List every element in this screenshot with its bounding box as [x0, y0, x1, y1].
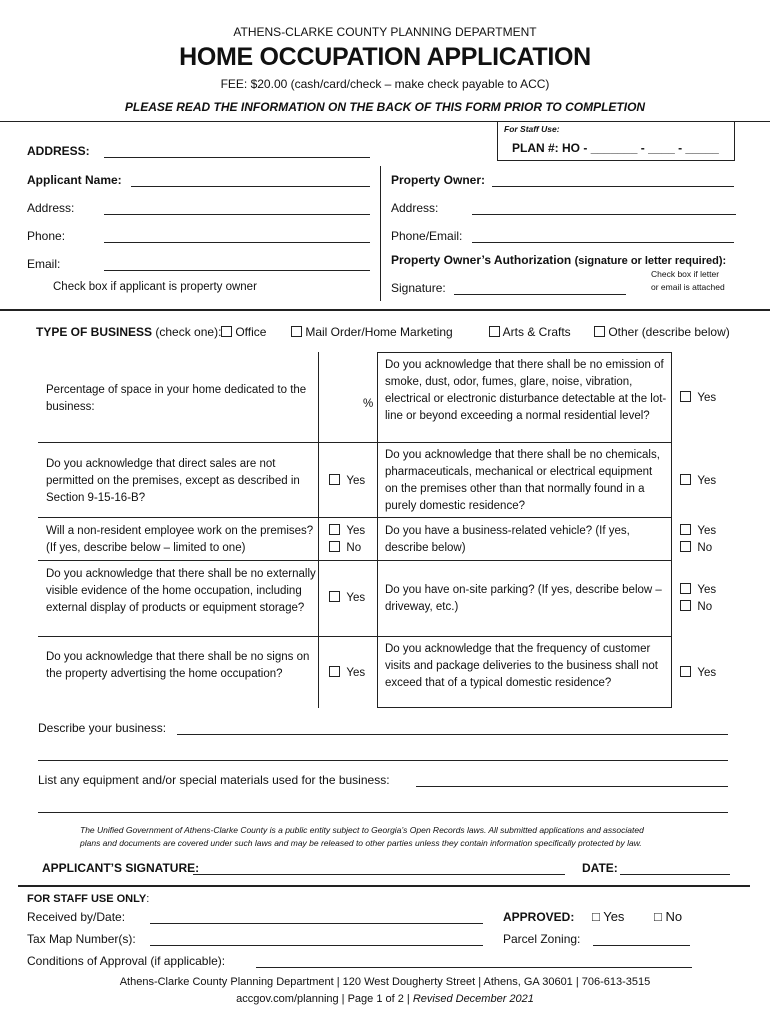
applicant-name-field[interactable] — [131, 174, 370, 187]
tax-map-field[interactable] — [150, 933, 483, 946]
vehicle-yes[interactable] — [680, 523, 716, 539]
footer-revised: Revised December 2021 — [412, 993, 534, 1005]
checkbox-icon[interactable] — [329, 666, 340, 677]
vehicle-no[interactable] — [680, 540, 712, 556]
authorization-note: (signature or letter required): — [574, 255, 727, 267]
form-title: HOME OCCUPATION APPLICATION — [179, 43, 591, 71]
question-chemicals: Do you acknowledge that there shall be no chemicals, pharmaceuticals, mechanical or electrical equipment on the premises other than that normally found in a purely domestic residence? — [385, 449, 660, 512]
owner-address-field[interactable] — [472, 202, 736, 215]
option-label: Arts & Crafts — [502, 325, 571, 339]
emission-yes[interactable] — [680, 390, 716, 406]
signs-yes[interactable] — [329, 665, 365, 681]
percent-answer[interactable]: % — [363, 398, 374, 410]
direct-sales-yes[interactable] — [329, 473, 365, 489]
owner-signature-field[interactable] — [454, 282, 626, 295]
owner-address-label: Address: — [391, 201, 439, 215]
approved-no[interactable]: □ No — [654, 909, 683, 924]
owner-check-label: Check box if applicant is property owner — [53, 281, 257, 293]
checkbox-icon[interactable] — [489, 326, 500, 337]
applicant-signature-label: APPLICANT’S SIGNATURE: — [42, 861, 200, 875]
checkbox-icon[interactable] — [329, 524, 340, 535]
checkbox-icon[interactable] — [680, 474, 691, 485]
parcel-zoning-label: Parcel Zoning: — [503, 932, 581, 946]
applicant-signature-field[interactable] — [193, 862, 565, 875]
option-label: No — [346, 542, 362, 554]
question-visits: Do you acknowledge that the frequency of customer visits and package deliveries to the business shall not exceed that of a typical domestic residence? — [385, 643, 658, 689]
option-label: No — [697, 542, 713, 554]
checkbox-icon[interactable] — [680, 391, 691, 402]
option-label: Yes — [346, 667, 366, 679]
applicant-address-label: Address: — [27, 201, 75, 215]
applicant-address-field[interactable] — [104, 202, 370, 215]
fields-divider — [380, 166, 381, 301]
date-field[interactable] — [620, 862, 730, 875]
business-type-title: TYPE OF BUSINESS — [36, 325, 153, 339]
checkbox-icon[interactable] — [221, 326, 232, 337]
question-vehicle: Do you have a business-related vehicle? (If yes, describe below) — [385, 525, 630, 554]
received-label: Received by/Date: — [27, 910, 126, 924]
question-external-evidence: Do you acknowledge that there shall be no externally visible evidence of the home occupation, including external display of products or equipment storage? — [46, 568, 316, 614]
conditions-label: Conditions of Approval (if applicable): — [27, 954, 226, 968]
checkbox-icon[interactable] — [680, 600, 691, 611]
parcel-zoning-field[interactable] — [593, 933, 690, 946]
employee-yes[interactable] — [329, 523, 365, 539]
owner-authorization-label — [391, 253, 726, 267]
fee-text: FEE: $20.00 (cash/card/check – make check payable to ACC) — [220, 77, 550, 91]
read-notice: PLEASE READ THE INFORMATION ON THE BACK OF THIS FORM PRIOR TO COMPLETION — [124, 100, 646, 114]
question-signs: Do you acknowledge that there shall be no signs on the property advertising the home occupation? — [46, 651, 310, 680]
equipment-field-2[interactable] — [38, 800, 728, 813]
parking-no[interactable] — [680, 599, 712, 615]
plan-blanks: _______ - ____ - _____ — [590, 141, 719, 155]
business-type-label — [36, 325, 221, 339]
option-label: Yes — [697, 525, 717, 537]
staff-use-box — [497, 121, 735, 161]
checkbox-icon[interactable] — [329, 541, 340, 552]
business-type-hint: (check one): — [155, 325, 222, 339]
owner-phone-email-label: Phone/Email: — [391, 229, 463, 243]
equipment-label: List any equipment and/or special materials used for the business: — [38, 773, 390, 787]
conditions-field[interactable] — [256, 955, 692, 968]
question-direct-sales: Do you acknowledge that direct sales are not permitted on the premises, except as described in Section 9-15-16-B? — [46, 458, 300, 504]
describe-business-label: Describe your business: — [38, 721, 167, 735]
disclaimer-line-1: The Unified Government of Athens-Clarke County is a public entity subject to Georgia’s Open Records laws. All submitted applications and associated — [80, 825, 644, 835]
describe-business-field[interactable] — [177, 722, 728, 735]
date-label: DATE: — [582, 861, 618, 875]
authorization-title: Property Owner’s Authorization — [391, 253, 572, 267]
option-label: Yes — [697, 475, 717, 487]
question-emission: Do you acknowledge that there shall be no emission of smoke, dust, odor, fumes, glare, noise, vibration, electrical or electronic disturbance detectable at the lot-line or beyond exceeding a normal residential level? — [385, 359, 667, 422]
approved-yes[interactable]: □ Yes — [592, 909, 625, 924]
received-field[interactable] — [150, 911, 483, 924]
site-address-label: ADDRESS: — [27, 144, 90, 158]
applicant-phone-field[interactable] — [104, 230, 370, 243]
checkbox-icon[interactable] — [329, 474, 340, 485]
checkbox-icon[interactable] — [291, 326, 302, 337]
letter-check-text-1: Check box if letter — [651, 269, 720, 279]
plan-prefix: PLAN #: HO - — [512, 141, 588, 155]
applicant-email-label: Email: — [27, 257, 61, 271]
footer-address: Athens-Clarke County Planning Department | 120 West Dougherty Street | Athens, GA 30601 | 706-613-3515 — [119, 976, 651, 988]
approved-label: APPROVED: — [503, 910, 575, 924]
option-label: Other (describe below) — [608, 325, 730, 339]
disclaimer-line-2: plans and documents are covered under such laws and may be released to other parties unless they contain information specifically protected by law. — [80, 838, 642, 848]
question-space-percentage: Percentage of space in your home dedicated to the business: — [46, 384, 307, 413]
department-name: ATHENS-CLARKE COUNTY PLANNING DEPARTMENT — [233, 25, 537, 39]
question-parking: Do you have on-site parking? (If yes, describe below – driveway, etc.) — [385, 584, 662, 613]
plan-number — [512, 141, 719, 155]
option-label: No — [697, 601, 713, 613]
applicant-name-label: Applicant Name: — [27, 173, 122, 187]
equipment-field[interactable] — [416, 774, 728, 787]
option-label: Yes — [697, 584, 717, 596]
option-label: Yes — [697, 667, 717, 679]
staff-divider — [18, 885, 750, 887]
applicant-phone-label: Phone: — [27, 229, 66, 243]
question-employee: Will a non-resident employee work on the premises? (If yes, describe below – limited to one) — [46, 525, 314, 554]
signature-label: Signature: — [391, 281, 446, 295]
property-owner-label: Property Owner: — [391, 173, 486, 187]
business-type-arts-crafts[interactable] — [489, 325, 571, 339]
applicant-email-field[interactable] — [104, 258, 370, 271]
owner-phone-email-field[interactable] — [472, 230, 734, 243]
staff-title-colon: : — [146, 893, 150, 905]
option-label: Yes — [346, 475, 366, 487]
staff-only-title — [27, 893, 149, 905]
checkbox-icon[interactable] — [594, 326, 605, 337]
checkbox-icon[interactable] — [680, 541, 691, 552]
option-label: Office — [235, 325, 267, 339]
section-divider — [0, 309, 770, 311]
visits-yes[interactable] — [680, 665, 716, 681]
footer-page-info — [0, 993, 770, 1005]
chemicals-yes[interactable] — [680, 473, 716, 489]
letter-check-text-2: or email is attached — [651, 282, 725, 292]
employee-no[interactable] — [329, 540, 361, 556]
external-evidence-yes[interactable] — [329, 590, 365, 606]
checkbox-icon[interactable] — [680, 583, 691, 594]
tax-map-label: Tax Map Number(s): — [27, 932, 136, 946]
business-type-office[interactable] — [221, 325, 266, 339]
option-label: Yes — [346, 592, 366, 604]
checkbox-icon[interactable] — [680, 524, 691, 535]
checkbox-icon[interactable] — [329, 591, 340, 602]
option-label: Yes — [697, 392, 717, 404]
property-owner-field[interactable] — [492, 174, 734, 187]
checkbox-icon[interactable] — [680, 666, 691, 677]
business-type-other[interactable] — [594, 325, 730, 339]
staff-use-label: For Staff Use: — [504, 124, 560, 134]
staff-title-text: FOR STAFF USE ONLY — [27, 893, 147, 905]
option-label: Yes — [346, 525, 366, 537]
business-type-mail-order[interactable] — [291, 325, 453, 339]
site-address-field[interactable] — [104, 145, 370, 158]
describe-business-field-2[interactable] — [38, 748, 728, 761]
option-label: Mail Order/Home Marketing — [305, 325, 453, 339]
footer-site: accgov.com/planning | Page 1 of 2 | — [236, 993, 413, 1005]
parking-yes[interactable] — [680, 582, 716, 598]
